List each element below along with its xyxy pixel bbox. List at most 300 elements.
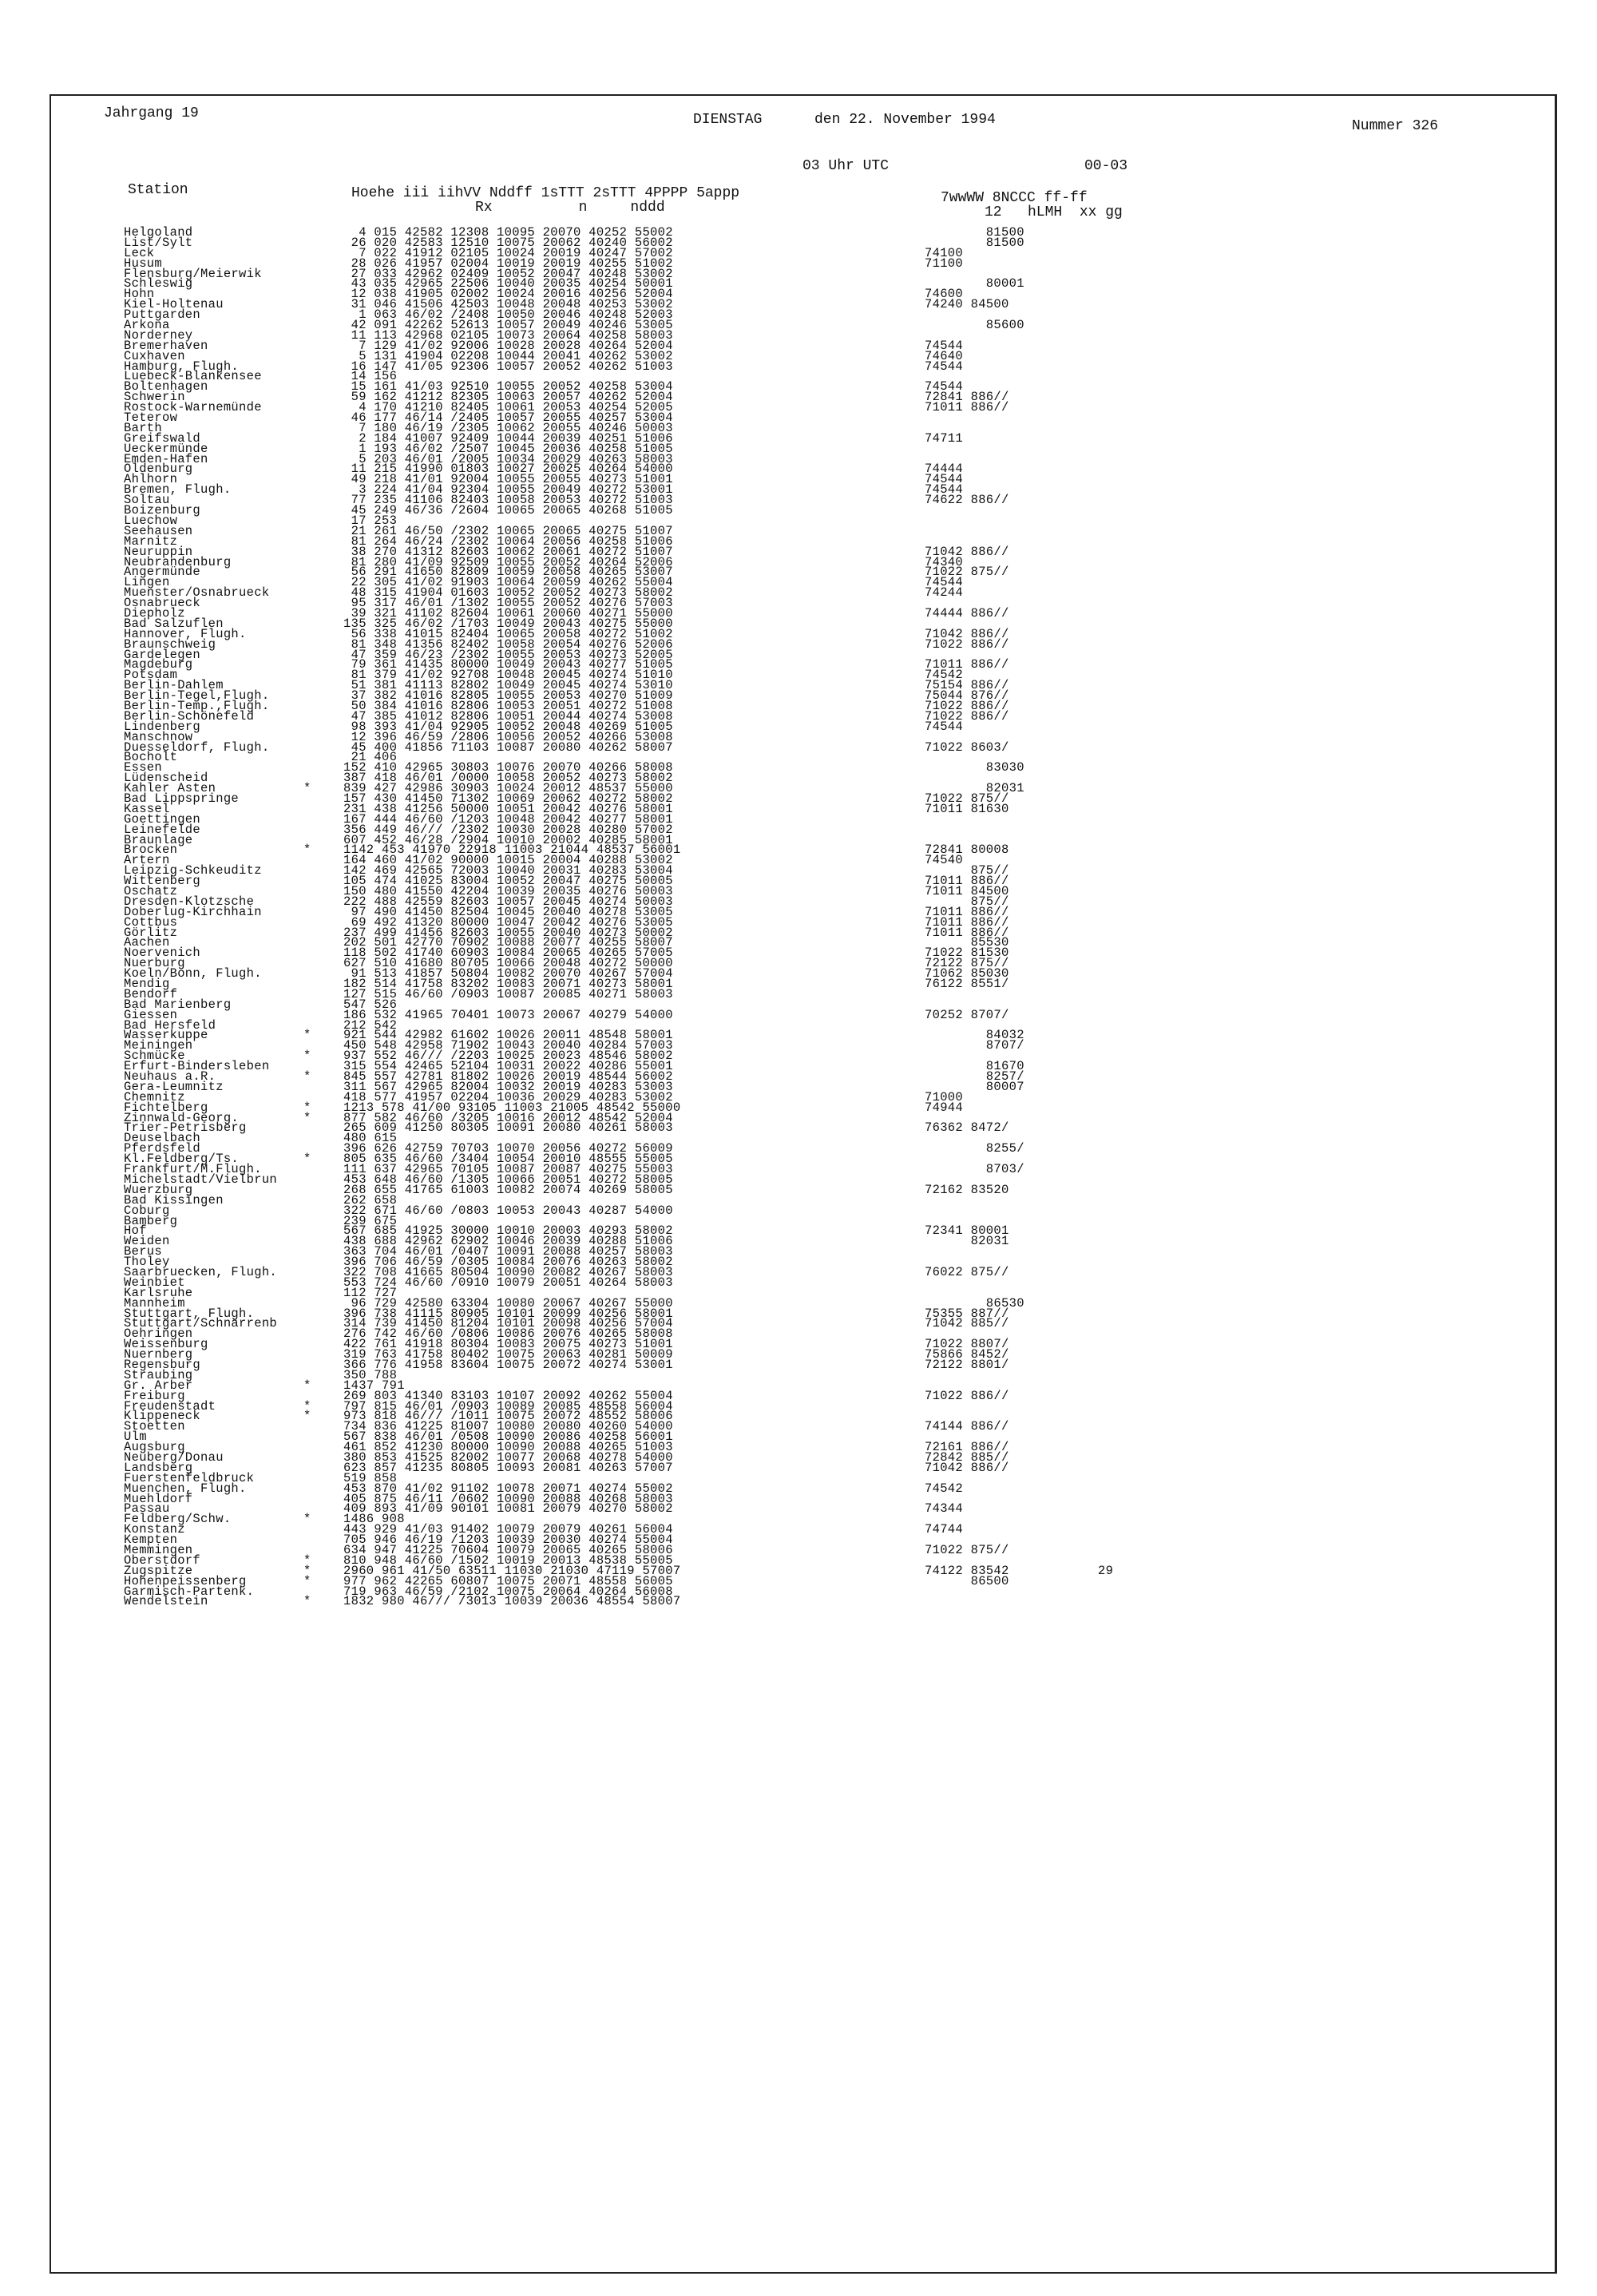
- weekday-label: DIENSTAG: [693, 112, 763, 128]
- synop-codes: 262 658: [343, 1192, 398, 1207]
- station-name: Giessen: [124, 1007, 178, 1022]
- station-name: Wittenberg: [124, 874, 201, 889]
- synop-codes: 48 315 41904 01603 10052 20052 40273 58002: [343, 585, 673, 601]
- mountain-marker: *: [303, 1563, 311, 1578]
- synop-codes: 1 193 46/02 /2507 10045 20036 40258 51005: [343, 441, 673, 456]
- extra-codes: 875//: [925, 894, 1009, 909]
- station-name: Ueckermünde: [124, 441, 208, 456]
- station-row: [0, 1079, 1597, 1094]
- mountain-marker: *: [303, 1028, 311, 1043]
- station-row: [0, 935, 1597, 950]
- synop-codes: 69 492 41320 80000 10047 20042 40276 53005: [343, 914, 673, 930]
- extra-codes: 71042 885//: [925, 1316, 1009, 1331]
- station-name: Konstanz: [124, 1522, 185, 1537]
- station-name: Rostock-Warnemünde: [124, 400, 262, 415]
- station-name: Berlin-Temp.,Flugh.: [124, 698, 270, 713]
- mountain-marker: *: [303, 1378, 311, 1393]
- extra-codes: 74444 886//: [925, 605, 1009, 621]
- synop-codes: 11 113 42968 02105 10073 20064 40258 58003: [343, 327, 673, 343]
- synop-codes: 56 338 41015 82404 10065 20058 40272 51002: [343, 626, 673, 641]
- synop-codes: 39 321 41102 82604 10061 20060 40271 55000: [343, 605, 673, 621]
- station-row: [0, 1419, 1597, 1434]
- synop-codes: 5 131 41904 02208 10044 20041 40262 53002: [343, 348, 673, 363]
- synop-codes: 105 474 41025 83004 10052 20047 40275 50005: [343, 874, 673, 889]
- station-row: [0, 771, 1597, 786]
- station-row: [0, 904, 1597, 919]
- synop-codes: 396 706 46/59 /0305 10084 20076 40263 58002: [343, 1255, 673, 1270]
- mountain-marker: *: [303, 1398, 311, 1414]
- extra-codes: 74640: [925, 348, 964, 363]
- extra-codes: 8703/: [925, 1162, 1024, 1177]
- synop-codes: 231 438 41256 50000 10051 20042 40276 58001: [343, 801, 673, 816]
- station-name: Cuxhaven: [124, 348, 185, 363]
- station-row: [0, 462, 1597, 477]
- extra-codes: 71022 886//: [925, 708, 1009, 724]
- extra-codes: 71022 886//: [925, 698, 1009, 713]
- station-name: Zinnwald-Georg.: [124, 1110, 240, 1125]
- station-name: Freiburg: [124, 1388, 185, 1403]
- extra-codes: 74344: [925, 1501, 964, 1517]
- station-name: Norderney: [124, 327, 193, 343]
- extra-codes: 76022 875//: [925, 1264, 1009, 1279]
- synop-codes: 152 410 42965 30803 10076 20070 40266 58008: [343, 760, 673, 775]
- station-row: [0, 874, 1597, 889]
- synop-codes: 97 490 41450 82504 10045 20040 40278 53005: [343, 904, 673, 919]
- synop-codes: 77 235 41106 82403 10058 20053 40272 51003: [343, 493, 673, 508]
- synop-codes: 1213 578 41/00 93105 11003 21005 48542 55000: [343, 1100, 681, 1115]
- extra-codes: 75044 876//: [925, 688, 1009, 704]
- station-name: Nuernberg: [124, 1347, 193, 1362]
- station-row: [0, 1285, 1597, 1300]
- station-row: [0, 420, 1597, 435]
- station-name: Weinbiet: [124, 1275, 185, 1290]
- station-name: Brocken: [124, 843, 178, 858]
- station-row: [0, 1030, 1597, 1041]
- synop-codes: 81 379 41/02 92708 10048 20045 40274 51010: [343, 668, 673, 683]
- extra-codes: 8257/: [925, 1069, 1024, 1085]
- extra-codes: 74544: [925, 359, 964, 374]
- station-row: [0, 977, 1597, 992]
- station-name: Bamberg: [124, 1213, 178, 1228]
- synop-codes: 734 836 41225 81007 10080 20080 40260 54000: [343, 1419, 673, 1434]
- extra-codes: 71011 886//: [925, 904, 1009, 919]
- extra-codes: 80001: [925, 276, 1024, 291]
- extra-codes: 71011 886//: [925, 874, 1009, 889]
- extra-codes: 71100: [925, 256, 964, 271]
- extra-codes: 74544: [925, 338, 964, 353]
- synop-codes: 396 738 41115 80905 10101 20099 40256 58001: [343, 1306, 673, 1321]
- station-name: Leinefelde: [124, 822, 201, 837]
- extra-codes: 74544: [925, 482, 964, 498]
- station-row: [0, 1357, 1597, 1372]
- extra-codes: 74542: [925, 668, 964, 683]
- synop-codes: 443 929 41/03 91402 10079 20079 40261 56004: [343, 1522, 673, 1537]
- station-row: [0, 1100, 1597, 1115]
- synop-codes: 380 853 41525 82002 10077 20068 40278 54000: [343, 1449, 673, 1465]
- synop-codes: 547 526: [343, 997, 398, 1012]
- station-name: Boltenhagen: [124, 379, 208, 395]
- station-row: [0, 430, 1597, 446]
- synop-codes: 319 763 41758 80402 10075 20063 40281 50009: [343, 1347, 673, 1362]
- station-name: Greifswald: [124, 430, 201, 446]
- extra-codes: 70252 8707/: [925, 1007, 1009, 1022]
- station-name: Muenchen, Flugh.: [124, 1481, 247, 1496]
- synop-codes: 480 615: [343, 1131, 398, 1146]
- extra-codes: 71042 886//: [925, 626, 1009, 641]
- synop-codes: 182 514 41758 83202 10083 20071 40273 58001: [343, 977, 673, 992]
- station-row: [0, 986, 1597, 1001]
- synop-codes: 16 147 41/05 92306 10057 20052 40262 51003: [343, 359, 673, 374]
- synop-codes: 4 170 41210 82405 10061 20053 40254 52005: [343, 400, 673, 415]
- extra-column-headers: 7wwWW 8NCCC ff-ff: [941, 190, 1088, 206]
- synop-codes: 22 305 41/02 91903 10064 20059 40262 55004: [343, 575, 673, 590]
- extra-codes: 875//: [925, 863, 1009, 878]
- station-row: [0, 1584, 1597, 1599]
- extra-codes: 85600: [925, 318, 1024, 333]
- synop-codes: 212 542: [343, 1017, 398, 1033]
- station-name: Gr. Arber: [124, 1378, 193, 1393]
- station-name: Hamburg, Flugh.: [124, 359, 240, 374]
- synop-codes: 1142 453 41970 22918 11003 21044 48537 56001: [343, 843, 681, 858]
- station-row: [0, 371, 1597, 382]
- station-row: [0, 752, 1597, 763]
- station-name: Schmücke: [124, 1049, 185, 1064]
- station-name: Saarbruecken, Flugh.: [124, 1264, 278, 1279]
- synop-codes: 438 688 42962 62902 10046 20039 40288 51006: [343, 1234, 673, 1249]
- station-name: Berlin-Dahlem: [124, 678, 224, 693]
- station-name: Fichtelberg: [124, 1100, 208, 1115]
- station-name: Schwerin: [124, 390, 185, 405]
- synop-codes: 98 393 41/04 92905 10052 20048 40269 51005: [343, 719, 673, 734]
- station-row: [0, 225, 1597, 240]
- synop-codes: 797 815 46/01 /0903 10089 20085 48558 56004: [343, 1398, 673, 1414]
- station-row: [0, 1545, 1597, 1556]
- extra-codes: 71042 886//: [925, 544, 1009, 559]
- extra-codes: 74100: [925, 245, 964, 260]
- extra-codes: 83030: [925, 760, 1024, 775]
- station-name: Emden-Hafen: [124, 451, 208, 466]
- station-name: Wasserkuppe: [124, 1028, 208, 1043]
- station-row: [0, 1430, 1597, 1445]
- extra-codes: 86500: [925, 1573, 1009, 1588]
- station-row: [0, 307, 1597, 323]
- station-row: [0, 287, 1597, 302]
- station-name: Leipzig-Schkeuditz: [124, 863, 262, 878]
- mountain-marker: *: [303, 1110, 311, 1125]
- station-name: Seehausen: [124, 523, 193, 538]
- station-row: [0, 843, 1597, 858]
- extra-codes: 74544: [925, 575, 964, 590]
- station-row: [0, 1182, 1597, 1197]
- station-name: Memmingen: [124, 1543, 193, 1557]
- station-name: Bendorf: [124, 986, 178, 1001]
- station-name: Ahlhorn: [124, 472, 178, 487]
- extra-codes: 76362 8472/: [925, 1120, 1009, 1136]
- extra-codes: 72122 875//: [925, 956, 1009, 971]
- synop-codes: 164 460 41/02 90000 10015 20004 40288 53002: [343, 853, 673, 868]
- code-column-subheaders: Rx n nddd: [475, 200, 665, 216]
- station-name: Görlitz: [124, 925, 178, 940]
- station-row: [0, 410, 1597, 426]
- station-row: [0, 914, 1597, 930]
- station-row: [0, 1038, 1597, 1053]
- station-name: Landsberg: [124, 1460, 193, 1475]
- synop-codes: 5 203 46/01 /2005 10034 20029 40263 58003: [343, 451, 673, 466]
- synop-codes: 705 946 46/19 /1203 10039 20030 40274 55004: [343, 1533, 673, 1548]
- station-name: Muenster/Osnabrueck: [124, 585, 270, 601]
- synop-codes: 26 020 42583 12510 10075 20062 40240 56002: [343, 235, 673, 250]
- station-row: [0, 327, 1597, 343]
- synop-codes: 719 963 46/59 /2102 10075 20064 40264 56008: [343, 1584, 673, 1599]
- station-name: Bad Hersfeld: [124, 1017, 216, 1033]
- station-row: [0, 997, 1597, 1012]
- extra-codes: 74944: [925, 1100, 964, 1115]
- synop-codes: 46 177 46/14 /2405 10057 20055 40257 53004: [343, 410, 673, 426]
- synop-codes: 127 515 46/60 /0903 10087 20085 40271 58003: [343, 986, 673, 1001]
- extra-codes: 74744: [925, 1522, 964, 1537]
- station-name: Berus: [124, 1244, 163, 1259]
- extra-codes: 71022 8807/: [925, 1337, 1009, 1352]
- station-name: Trier-Petrisberg: [124, 1120, 247, 1136]
- station-row: [0, 636, 1597, 652]
- station-name: Kempten: [124, 1533, 178, 1548]
- synop-codes: 7 022 41912 02105 10024 20019 40247 57002: [343, 245, 673, 260]
- extra-codes: 71011 886//: [925, 400, 1009, 415]
- synop-codes: 356 449 46/// /2302 10030 20028 40280 57002: [343, 822, 673, 837]
- synop-codes: 38 270 41312 82603 10062 20061 40272 51007: [343, 544, 673, 559]
- station-name: Klippeneck: [124, 1409, 201, 1424]
- station-name: Cottbus: [124, 914, 178, 930]
- synop-codes: 314 739 41450 81204 10101 20098 40256 57004: [343, 1316, 673, 1331]
- station-name: Soltau: [124, 493, 170, 508]
- synop-codes: 11 215 41990 01803 10027 20025 40264 54000: [343, 462, 673, 477]
- station-row: [0, 605, 1597, 621]
- extra-codes: 74622 886//: [925, 493, 1009, 508]
- station-row: [0, 441, 1597, 456]
- station-name: Augsburg: [124, 1440, 185, 1455]
- station-name: Mendig: [124, 977, 170, 992]
- synop-codes: 453 648 46/60 /1305 10066 20051 40272 58005: [343, 1172, 673, 1187]
- station-name: Coburg: [124, 1203, 170, 1218]
- synop-codes: 977 962 42265 60807 10075 20071 48558 56005: [343, 1573, 673, 1588]
- synop-codes: 1486 908: [343, 1512, 405, 1527]
- extra-codes: 74444: [925, 462, 964, 477]
- station-name: Leck: [124, 245, 155, 260]
- station-name: Oehringen: [124, 1326, 193, 1342]
- synop-codes: 15 161 41/03 92510 10055 20052 40258 53004: [343, 379, 673, 395]
- station-name: Barth: [124, 420, 163, 435]
- mountain-marker: *: [303, 1049, 311, 1064]
- station-row: [0, 1089, 1597, 1104]
- station-name: Passau: [124, 1501, 170, 1517]
- synop-codes: 28 026 41957 02004 10019 20019 40255 51002: [343, 256, 673, 271]
- station-name: Essen: [124, 760, 163, 775]
- synop-codes: 21 406: [343, 750, 398, 765]
- synop-codes: 418 577 41957 02204 10036 20029 40283 53002: [343, 1089, 673, 1104]
- station-row: [0, 1367, 1597, 1382]
- station-row: [0, 276, 1597, 291]
- station-row: [0, 1388, 1597, 1403]
- station-row: [0, 1007, 1597, 1022]
- station-row: [0, 266, 1597, 281]
- station-row: [0, 482, 1597, 498]
- extra-codes: 72841 80008: [925, 843, 1009, 858]
- extra-codes: 81500: [925, 235, 1024, 250]
- extra-codes: 71011 886//: [925, 925, 1009, 940]
- extra-codes: 71022 875//: [925, 791, 1009, 806]
- station-name: Gera-Leumnitz: [124, 1079, 224, 1094]
- station-row: [0, 1236, 1597, 1247]
- extra-codes: 72122 8801/: [925, 1357, 1009, 1372]
- station-name: Nuerburg: [124, 956, 185, 971]
- station-row: [0, 657, 1597, 672]
- station-row: [0, 379, 1597, 395]
- synop-codes: 269 803 41340 83103 10107 20092 40262 55004: [343, 1388, 673, 1403]
- station-row: [0, 299, 1597, 310]
- station-row: [0, 1596, 1597, 1607]
- extra-codes: 74340: [925, 554, 964, 569]
- station-name: Regensburg: [124, 1357, 201, 1372]
- synop-codes: 1437 791: [343, 1378, 405, 1393]
- station-name: Teterow: [124, 410, 178, 426]
- extra-codes: 8255/: [925, 1141, 1024, 1156]
- synop-codes: 42 091 42262 52613 10057 20049 40246 53005: [343, 318, 673, 333]
- synop-codes: 315 554 42465 52104 10031 20022 40286 55001: [343, 1059, 673, 1074]
- synop-codes: 21 261 46/50 /2302 10065 20065 40275 51007: [343, 523, 673, 538]
- extra-codes: 74544: [925, 472, 964, 487]
- synop-codes: 450 548 42958 71902 10043 20040 40284 57003: [343, 1038, 673, 1053]
- station-name: Boizenburg: [124, 503, 201, 518]
- synop-codes: 265 609 41250 80305 10091 20080 40261 58003: [343, 1120, 673, 1136]
- synop-codes: 276 742 46/60 /0806 10086 20076 40265 58008: [343, 1326, 673, 1342]
- station-name: Aachen: [124, 935, 170, 950]
- station-name: Feldberg/Schw.: [124, 1512, 232, 1527]
- station-name: Magdeburg: [124, 657, 193, 672]
- extra-codes: 82031: [925, 1234, 1009, 1249]
- synop-codes: 45 249 46/36 /2604 10065 20065 40268 51005: [343, 503, 673, 518]
- station-row: [0, 523, 1597, 538]
- station-name: Tholey: [124, 1255, 170, 1270]
- station-name: Fuerstenfeldbruck: [124, 1470, 255, 1485]
- synop-codes: 567 685 41925 30000 10010 20003 40293 58002: [343, 1223, 673, 1239]
- synop-codes: 150 480 41550 42204 10039 20035 40276 50003: [343, 884, 673, 898]
- station-name: Hohn: [124, 287, 155, 302]
- station-name: Straubing: [124, 1367, 193, 1382]
- extra-codes: 71022 875//: [925, 1543, 1009, 1557]
- mountain-marker: *: [303, 1594, 311, 1609]
- station-name: Braunlage: [124, 832, 193, 847]
- station-name: Braunschweig: [124, 636, 216, 652]
- synop-codes: 363 704 46/01 /0407 10091 20088 40257 58003: [343, 1244, 673, 1259]
- extra-codes: 74540: [925, 853, 964, 868]
- station-name: Noervenich: [124, 946, 201, 961]
- station-name: Luebeck-Blankensee: [124, 369, 262, 384]
- station-row: [0, 1481, 1597, 1496]
- synop-codes: 112 727: [343, 1285, 398, 1300]
- station-row: [0, 740, 1597, 755]
- station-row: [0, 760, 1597, 775]
- extra-codes: 74600: [925, 287, 964, 302]
- extra-codes: 81670: [925, 1059, 1024, 1074]
- station-row: [0, 1172, 1597, 1187]
- station-name: List/Sylt: [124, 235, 193, 250]
- station-name: Bremen, Flugh.: [124, 482, 232, 498]
- synop-codes: 461 852 41230 80000 10090 20088 40265 51003: [343, 1440, 673, 1455]
- station-row: [0, 1442, 1597, 1453]
- synop-codes: 12 396 46/59 /2806 10056 20052 40266 53008: [343, 729, 673, 744]
- extra-codes: 71022 886//: [925, 636, 1009, 652]
- synop-codes: 43 035 42965 22506 10040 20035 40254 50001: [343, 276, 673, 291]
- synop-codes: 4 015 42582 12308 10095 20070 40252 55002: [343, 225, 673, 240]
- synop-codes: 12 038 41905 02002 10024 20016 40256 52004: [343, 287, 673, 302]
- synop-codes: 1832 980 46/// /3013 10039 20036 48554 58007: [343, 1594, 681, 1609]
- station-name: Neuberg/Donau: [124, 1449, 224, 1465]
- station-row: [0, 1339, 1597, 1350]
- station-name: Helgoland: [124, 225, 193, 240]
- station-name: Kl.Feldberg/Ts.: [124, 1152, 240, 1167]
- station-row: [0, 1533, 1597, 1548]
- synop-codes: 111 637 42965 70105 10087 20087 40275 55003: [343, 1162, 673, 1177]
- station-row: [0, 946, 1597, 961]
- station-row: [0, 245, 1597, 260]
- station-name: Husum: [124, 256, 163, 271]
- station-row: [0, 801, 1597, 816]
- station-name: Goettingen: [124, 811, 201, 827]
- station-name: Deuselbach: [124, 1131, 201, 1146]
- station-name: Karlsruhe: [124, 1285, 193, 1300]
- synop-codes: 81 280 41/09 92509 10055 20052 40264 52006: [343, 554, 673, 569]
- extra-codes: 71062 85030: [925, 966, 1009, 981]
- station-name: Bad Lippspringe: [124, 791, 240, 806]
- date-label: den 22. November 1994: [814, 112, 996, 128]
- synop-codes: 387 418 46/01 /0000 10058 20052 40273 58002: [343, 771, 673, 786]
- station-row: [0, 966, 1597, 981]
- station-name: Oberstdorf: [124, 1552, 201, 1568]
- extra-codes: 74544: [925, 379, 964, 395]
- station-name: Marnitz: [124, 533, 178, 549]
- extra-codes: 84032: [925, 1028, 1024, 1043]
- station-name: Stoetten: [124, 1419, 185, 1434]
- synop-codes: 49 218 41/01 92004 10055 20055 40273 51001: [343, 472, 673, 487]
- station-name: Diepholz: [124, 605, 185, 621]
- station-name: Frankfurt/M.Flugh.: [124, 1162, 262, 1177]
- extra-codes: 75866 8452/: [925, 1347, 1009, 1362]
- station-row: [0, 719, 1597, 734]
- station-name: Neuhaus a.R.: [124, 1069, 216, 1085]
- extra-codes: 75355 887//: [925, 1306, 1009, 1321]
- extra-codes: 71011 886//: [925, 657, 1009, 672]
- synop-codes: 567 838 46/01 /0508 10090 20086 40258 56001: [343, 1430, 673, 1445]
- station-name: Schleswig: [124, 276, 193, 291]
- synop-codes: 839 427 42986 30903 10024 20012 48537 55000: [343, 781, 673, 796]
- station-name: Arkona: [124, 318, 170, 333]
- synop-codes: 51 381 41113 82802 10049 20045 40274 53010: [343, 678, 673, 693]
- synop-codes: 47 385 41012 82806 10051 20044 40274 53008: [343, 708, 673, 724]
- station-name: Kahler Asten: [124, 781, 216, 796]
- station-name: Dresden-Klotzsche: [124, 894, 255, 909]
- extra-codes: 85530: [925, 935, 1009, 950]
- station-row: [0, 1449, 1597, 1465]
- station-row: [0, 1141, 1597, 1156]
- extra-codes: 74711: [925, 430, 964, 446]
- aux-value: 29: [1098, 1563, 1114, 1578]
- extra-codes: 74244: [925, 585, 964, 601]
- synop-codes: 845 557 42781 81802 10026 20019 48544 56002: [343, 1069, 673, 1085]
- mountain-marker: *: [303, 843, 311, 858]
- station-name: Muehldorf: [124, 1491, 193, 1506]
- synop-codes: 31 046 41506 42503 10048 20048 40253 53002: [343, 297, 673, 312]
- station-name: Berlin-Schönefeld: [124, 708, 255, 724]
